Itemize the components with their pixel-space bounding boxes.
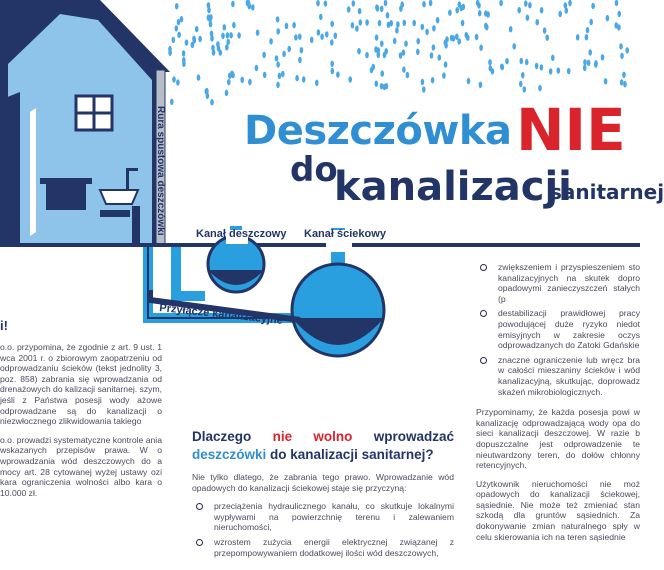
rain-drop: [276, 16, 280, 22]
rain-drop: [540, 64, 544, 70]
rain-drop: [517, 7, 521, 13]
rain-drop: [377, 52, 381, 58]
rain-drop: [606, 15, 610, 21]
rain-drop: [588, 49, 592, 55]
rain-drop: [601, 54, 605, 60]
rain-drop: [620, 53, 624, 59]
rain-drop: [622, 72, 626, 78]
rain-drop: [586, 27, 590, 33]
rain-drop: [276, 61, 280, 67]
middle-intro: Nie tylko dlatego, że zabrania tego prawo. Wprowadzanie wód opadowych do kanalizacji ściekowej staje się przyczyną:: [192, 472, 454, 493]
rain-channel-label: Kanał deszczowy: [196, 228, 287, 240]
rain-drop: [351, 22, 355, 28]
rain-drop: [524, 0, 528, 6]
rain-drop: [604, 78, 608, 84]
title-deszczowka: Deszczówka: [244, 108, 512, 154]
rain-drop: [523, 86, 527, 92]
rain-drop: [319, 14, 323, 20]
rain-drop: [576, 34, 580, 40]
rain-drop: [583, 65, 587, 71]
rain-drop: [378, 20, 382, 26]
rain-drop: [412, 20, 416, 26]
rain-drop: [421, 24, 425, 30]
rain-drop: [374, 46, 378, 52]
rain-drop: [535, 19, 539, 25]
rain-drop: [198, 36, 202, 42]
rain-drop: [365, 19, 369, 25]
rain-drop: [525, 59, 529, 65]
rain-drop: [406, 72, 410, 78]
rain-drop: [217, 45, 221, 51]
rain-drop: [568, 0, 572, 6]
rain-drop: [358, 8, 362, 14]
rain-drop: [316, 0, 320, 6]
left-paragraph-2: o.o. prowadzi systematyczne kontrole ania wskazanych przepisów prawa. W o wprowadzania wód deszczowych do a mocy art. 28 cytowanej wyżej ustawy ozi kara ograniczenia wolności albo kara o 10.000 zł.: [0, 434, 162, 498]
rain-drop: [486, 11, 490, 17]
rain-drop: [558, 11, 562, 17]
right-bullet-list: [476, 262, 640, 397]
rain-drop: [227, 79, 231, 85]
rain-drop: [399, 6, 403, 12]
rain-drop: [393, 38, 397, 44]
middle-bullet-list: [192, 501, 454, 558]
rain-drop: [432, 25, 436, 31]
rain-drop: [422, 86, 426, 92]
rain-drop: [540, 7, 544, 13]
heading-part: do kanalizacji sanitarnej?: [266, 447, 434, 462]
rain-drop: [192, 36, 196, 42]
rain-drop: [594, 61, 598, 67]
rain-drop: [500, 63, 504, 69]
rain-drop: [232, 22, 236, 28]
rain-drop: [380, 41, 384, 47]
rain-drop: [298, 34, 302, 40]
rain-drop: [275, 55, 279, 61]
rain-drop: [330, 39, 334, 45]
rain-drop: [512, 43, 516, 49]
rain-drop: [432, 44, 436, 50]
rain-drop: [282, 51, 286, 57]
rain-drop: [583, 59, 587, 65]
rain-drop: [479, 82, 483, 88]
rain-drop: [585, 34, 589, 40]
sewage-channel-label: Kanał ściekowy: [304, 228, 386, 240]
rain-drop: [505, 58, 509, 64]
connection-label: Przyłącze kanalizacyjne: [158, 302, 284, 327]
rain-drop: [623, 81, 627, 87]
rain-drop: [336, 71, 340, 77]
rain-drop: [168, 46, 172, 52]
downpipe-label: Rura spustowa deszczówki: [155, 106, 166, 236]
rain-drop: [587, 60, 591, 66]
right-paragraph-1: Przypominamy, że każda posesja powi w kanalizację odprowadzającą wody opa do sieci kanalizacji deszczowej. W razie b dopuszczalne jest odprowadzenie te nieutwardzony teren, do dołów chłonny retencyjnych.: [476, 407, 640, 471]
rain-drop: [348, 76, 352, 82]
rain-drop: [357, 48, 361, 54]
left-paragraph-1: o.o. przypomina, że zgodnie z art. 9 ust. 1 wca 2001 r. o zbiorowym zaopatrzeniu od odprowadzaniu ścieków (tekst jednolity 3, poz. 858) zabrania się wprowadzania od drenażowych do kalizacji sanitarnej. szym, jeśli z Państwa posesji wody ażowe odprowadzane są do kanalizacji o niezwłocznego zlikwidowania takiego: [0, 342, 162, 427]
rain-drop: [479, 45, 483, 51]
rain-drop: [330, 21, 334, 27]
right-paragraph-2: Użytkownik nieruchomości nie moż opadowych do kanalizacji ściekowej, sąsiednie. Nie może też zmieniać stan szkodą dla gruntów sąsiednich. Za dokonywanie zmian naturalnego spły w celu skierowania ich na teren sąsiednie: [476, 478, 640, 542]
rain-drop: [619, 43, 623, 49]
rain-drop: [425, 29, 429, 35]
rain-drop: [380, 70, 384, 76]
rain-drop: [442, 72, 446, 78]
rain-drop: [376, 5, 380, 11]
rain-drop: [248, 79, 252, 85]
rain-drop: [197, 74, 201, 80]
rain-drop: [210, 35, 214, 41]
rain-drop: [294, 34, 298, 40]
rain-drop: [404, 41, 408, 47]
title-nie: NIE: [516, 96, 626, 164]
rain-drop: [240, 77, 244, 83]
rain-drop: [520, 58, 524, 64]
title-sanitarnej: sanitarnej: [550, 180, 664, 204]
ground-line: [0, 243, 640, 247]
rain-drop: [295, 75, 299, 81]
rain-drop: [499, 0, 503, 6]
title-kanalizacji: kanalizacji: [334, 164, 572, 210]
rain-drop: [359, 19, 363, 25]
rain-drop: [281, 71, 285, 77]
rain-drop: [375, 34, 379, 40]
rain-drop: [457, 38, 461, 44]
rain-drop: [278, 73, 282, 79]
rain-drop: [422, 1, 426, 7]
rain-drop: [403, 20, 407, 26]
rain-drop: [387, 22, 391, 28]
rain-drop: [209, 21, 213, 27]
rain-drop: [325, 31, 329, 37]
rain-drop: [334, 33, 338, 39]
rain-drop: [210, 99, 214, 105]
rain-drop: [589, 19, 593, 25]
rain-drop: [617, 11, 621, 17]
section-heading: [192, 428, 454, 464]
rain-drop: [478, 10, 482, 16]
rain-drop: [170, 99, 174, 105]
middle-column: [192, 472, 454, 562]
list-item: przeciążenia hydraulicznego kanału, co skutkuje lokalnymi wypływami na powierzchnię terenu i zalewaniem nieruchomości,: [192, 501, 454, 533]
rain-drop: [380, 83, 384, 89]
rain-drop: [396, 21, 400, 27]
rain-drop: [614, 22, 618, 28]
rain-drop: [276, 28, 280, 34]
rain-drop: [476, 0, 480, 6]
rain-drop: [330, 61, 334, 67]
rain-drop: [300, 47, 304, 53]
rain-drop: [324, 0, 328, 6]
rain-drop: [317, 29, 321, 35]
rain-drop: [429, 0, 433, 6]
rain-drop: [538, 85, 542, 91]
page-fold: [456, 247, 640, 262]
rain-drop: [416, 38, 420, 44]
rain-drop: [519, 81, 523, 87]
rain-drop: [182, 57, 186, 63]
left-heading: i!: [0, 318, 8, 333]
rain-drop: [355, 25, 359, 31]
rain-drop: [385, 83, 389, 89]
rain-drop: [526, 15, 530, 21]
rain-drop: [269, 38, 273, 44]
rain-drop: [467, 78, 471, 84]
heading-emphasis-blue: deszczówki: [192, 447, 267, 462]
rain-drop: [223, 24, 227, 30]
rain-drop: [402, 49, 406, 55]
rain-drop: [485, 24, 489, 30]
rain-drop: [262, 52, 266, 58]
rain-drop: [226, 32, 230, 38]
rain-drop: [549, 68, 553, 74]
rain-drop: [370, 67, 374, 73]
rain-drop: [436, 17, 440, 23]
rain-drop: [285, 23, 289, 29]
rain-drop: [230, 71, 234, 77]
rain-drop: [557, 67, 561, 73]
rain-drop: [625, 47, 629, 53]
rain-drop: [247, 0, 251, 6]
rain-drop: [229, 32, 233, 38]
heading-part: wprowadzać: [352, 429, 454, 444]
rain-drop: [255, 65, 259, 71]
rain-drop: [535, 63, 539, 69]
rain-drop: [302, 76, 306, 82]
rain-drop: [175, 25, 179, 31]
rain-drop: [475, 34, 479, 40]
rain-drop: [185, 39, 189, 45]
rain-drop: [226, 39, 230, 45]
rain-drop: [365, 52, 369, 58]
rain-drop: [172, 76, 176, 82]
rain-drop: [386, 12, 390, 18]
rain-drop: [375, 81, 379, 87]
rain-drop: [384, 0, 388, 6]
list-item: wzrostem zużycia energii elektrycznej związanej z przepompowywaniem dodatkowej ilości wód deszczowych,: [192, 537, 454, 558]
rain-drop: [352, 0, 356, 6]
rain-drops: [168, 0, 629, 105]
rain-drop: [620, 79, 624, 85]
rain-drop: [176, 79, 180, 85]
rain-drop: [172, 37, 176, 43]
rain-drop: [315, 80, 319, 86]
rain-drop: [489, 65, 493, 71]
rain-drop: [551, 55, 555, 61]
rain-drop: [458, 1, 462, 7]
rain-drop: [177, 32, 181, 38]
rain-drop: [225, 90, 229, 96]
rain-drop: [421, 79, 425, 85]
rain-drop: [528, 2, 532, 8]
rain-drop: [347, 6, 351, 12]
rain-drop: [545, 35, 549, 41]
list-item: znaczne ograniczenie lub wręcz bra w całości mieszaniny ścieków i wód kanalizacyjną, skutkując, doprowadz skażeń mikrobiologicznych.: [476, 355, 640, 397]
rain-drop: [430, 52, 434, 58]
rain-drop: [177, 19, 181, 25]
rain-drop: [331, 68, 335, 74]
rain-drop: [212, 49, 216, 55]
rain-drop: [380, 6, 384, 12]
rain-drop: [310, 37, 314, 43]
rain-drop: [444, 42, 448, 48]
list-item: zwiększeniem i przyspieszeniem sto kanalizacyjnych na skutek dopro opadowymi zanieczyszczeń stałych (p: [476, 262, 640, 304]
rain-drop: [175, 3, 179, 9]
rain-drop: [251, 4, 255, 10]
title-do: do: [290, 150, 338, 190]
rain-drop: [182, 50, 186, 56]
rain-drop: [461, 20, 465, 26]
rain-drop: [416, 49, 420, 55]
rain-drop: [205, 88, 209, 94]
rain-drop: [298, 57, 302, 63]
rain-drop: [450, 35, 454, 41]
rain-drop: [221, 33, 225, 39]
rain-drop: [567, 68, 571, 74]
rain-drop: [256, 30, 260, 36]
rain-drop: [195, 26, 199, 32]
left-column: [0, 342, 162, 506]
rain-drop: [207, 14, 211, 20]
rain-drop: [444, 61, 448, 67]
rain-drop: [395, 27, 399, 33]
rain-drop: [292, 22, 296, 28]
list-item: destabilizacji prawidłowej pracy powodującej duże ryzyko niedot emisyjnych w zakresie oczys odprowadzanych do Zatoki Gdańskie: [476, 308, 640, 350]
heading-emphasis-red: nie wolno: [272, 429, 353, 444]
rain-drop: [509, 26, 513, 32]
rain-drop: [237, 32, 241, 38]
heading-part: Dlaczego: [192, 429, 273, 444]
rain-drop: [615, 0, 619, 6]
rain-drop: [431, 77, 435, 83]
rain-drop: [320, 34, 324, 40]
rain-drop: [591, 3, 595, 9]
rain-drop: [402, 66, 406, 72]
rain-drop: [455, 7, 459, 13]
rain-drop: [438, 54, 442, 60]
rain-drop: [276, 82, 280, 88]
rain-drop: [466, 35, 470, 41]
house-illustration: [0, 0, 170, 246]
rain-drop: [448, 10, 452, 16]
rain-drop: [231, 1, 235, 7]
right-column: [476, 262, 640, 550]
rain-drop: [543, 27, 547, 33]
rain-drop: [207, 7, 211, 13]
rain-drop: [488, 59, 492, 65]
rain-drop: [521, 72, 525, 78]
rain-drop: [384, 48, 388, 54]
rain-drop: [564, 2, 568, 8]
rain-drop: [263, 72, 267, 78]
sewage-channel: [292, 230, 384, 356]
rain-drop: [287, 46, 291, 52]
